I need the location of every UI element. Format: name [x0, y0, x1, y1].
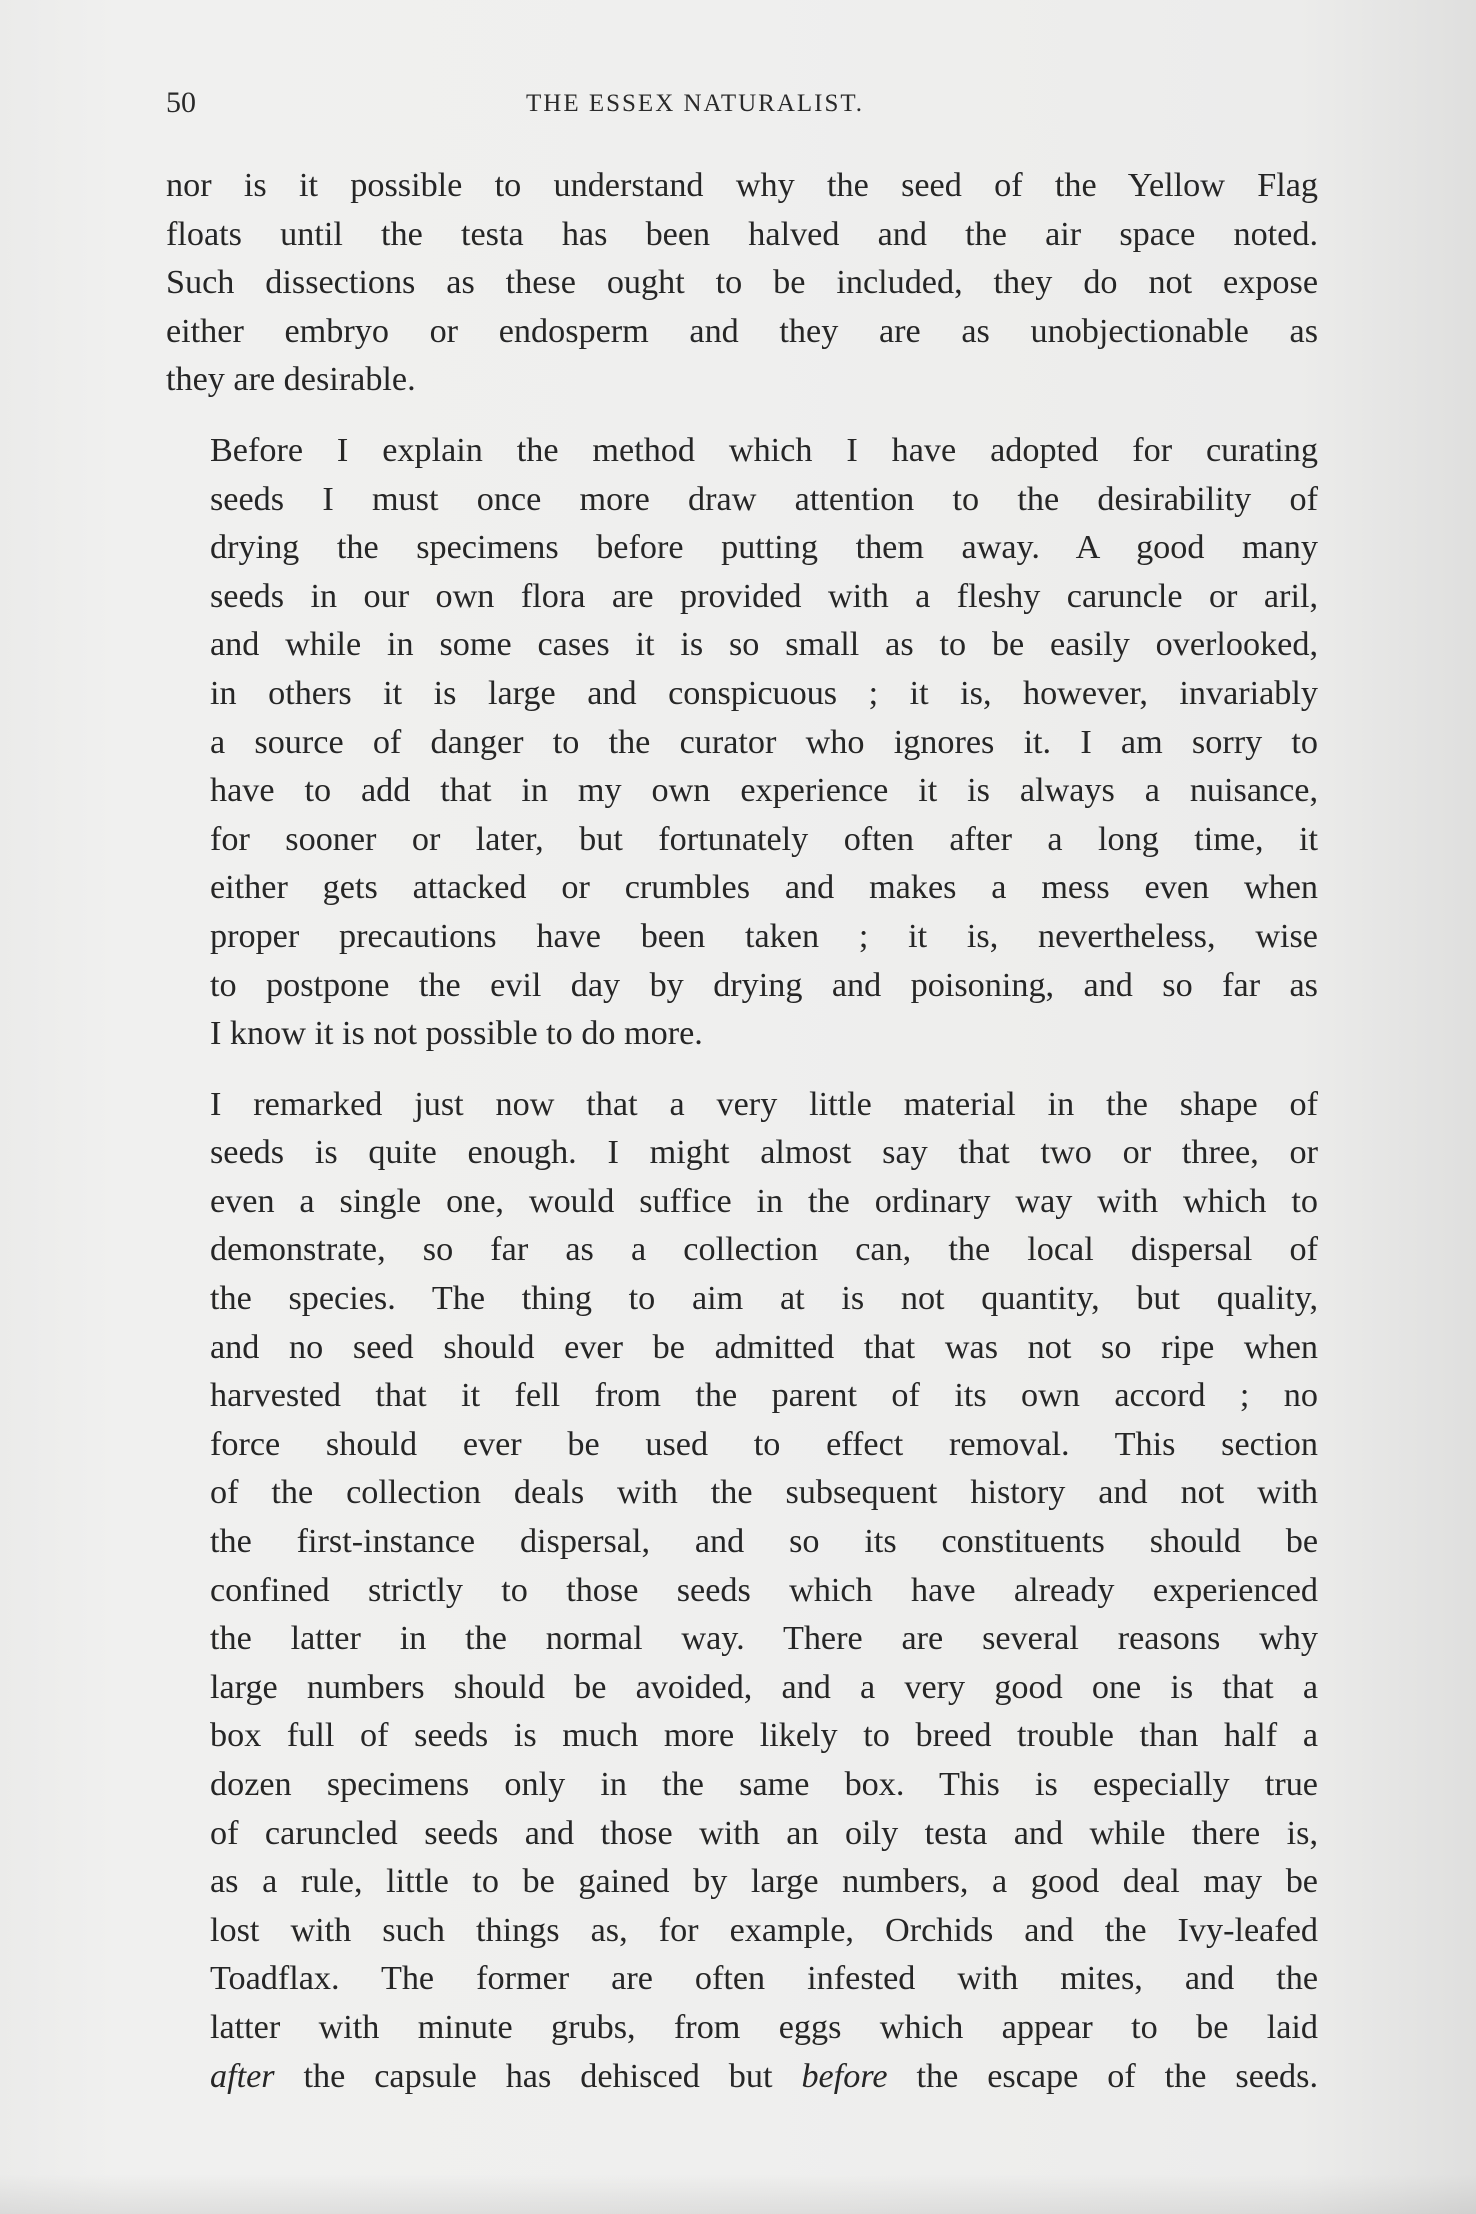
page-number: 50 [166, 86, 196, 119]
text-line: proper precautions have been taken ; it is, nevertheless, wise [210, 917, 1318, 955]
text-line: dozen specimens only in the same box. This is especially true [210, 1766, 1318, 1803]
text-line: lost with such things as, for example, Orchids and the Ivy-leafed [210, 1911, 1318, 1949]
text-line: I know it is not possible to do more. [210, 1015, 703, 1053]
text-line: Such dissections as these ought to be included, they do not expose [166, 264, 1318, 302]
paragraph-1 [166, 162, 1318, 405]
text-line: in others it is large and conspicuous ; it is, however, invariably [210, 674, 1318, 712]
text-run: the escape of the seeds. [887, 2057, 1318, 2095]
text-run: the capsule has dehisced but [274, 2057, 802, 2095]
text-line: the first-instance dispersal, and so its constituents should be [210, 1523, 1318, 1561]
text-line: of the collection deals with the subsequent history and not with [210, 1474, 1318, 1512]
text-line: to postpone the evil day by drying and poisoning, and so far as [210, 966, 1318, 1004]
text-line: harvested that it fell from the parent of its own accord ; no [210, 1377, 1318, 1415]
text-line: either gets attacked or crumbles and makes a mess even when [210, 869, 1318, 907]
text-line: the latter in the normal way. There are several reasons why [210, 1620, 1318, 1658]
text-line: seeds I must once more draw attention to the desirability of [210, 480, 1318, 518]
body-text [166, 162, 1318, 2101]
text-line: a source of danger to the curator who ignores it. I am sorry to [210, 723, 1318, 761]
text-line: I remarked just now that a very little material in the shape of [210, 1085, 1318, 1123]
text-line: drying the specimens before putting them away. A good many [210, 529, 1318, 567]
paragraph-3 [166, 1081, 1318, 2101]
text-line: of caruncled seeds and those with an oily testa and while there is, [210, 1814, 1318, 1852]
text-line: the species. The thing to aim at is not quantity, but quality, [210, 1280, 1318, 1318]
text-line: confined strictly to those seeds which have already experienced [210, 1571, 1318, 1609]
text-line: box full of seeds is much more likely to breed trouble than half a [210, 1717, 1318, 1755]
text-line: large numbers should be avoided, and a very good one is that a [210, 1668, 1318, 1706]
running-title: THE ESSEX NATURALIST. [526, 90, 865, 117]
text-line: they are desirable. [166, 361, 416, 399]
text-line: floats until the testa has been halved and the air space noted. [166, 215, 1318, 253]
text-line: latter with minute grubs, from eggs which appear to be laid [210, 2008, 1318, 2046]
text-line: even a single one, would suffice in the ordinary way with which to [210, 1182, 1318, 1220]
text-line: nor is it possible to understand why the seed of the Yellow Flag [166, 167, 1318, 204]
text-line: demonstrate, so far as a collection can, the local dispersal of [210, 1231, 1318, 1269]
text-line: force should ever be used to effect removal. This section [210, 1425, 1318, 1463]
text-line: as a rule, little to be gained by large numbers, a good deal may be [210, 1863, 1318, 1901]
italic-word: before [801, 2057, 888, 2095]
text-line: either embryo or endosperm and they are as unobjectionable as [166, 312, 1318, 350]
text-line: have to add that in my own experience it is always a nuisance, [210, 772, 1318, 810]
text-line: for sooner or later, but fortunately often after a long time, it [210, 820, 1318, 858]
text-line: and while in some cases it is so small as to be easily overlooked, [210, 626, 1318, 664]
text-line [210, 2053, 1318, 2102]
paragraph-2 [166, 427, 1318, 1059]
text-line: Toadflax. The former are often infested with mites, and the [210, 1960, 1318, 1998]
text-line: and no seed should ever be admitted that was not so ripe when [210, 1328, 1318, 1366]
text-line: seeds in our own flora are provided with a fleshy caruncle or aril, [210, 577, 1318, 615]
italic-word: after [210, 2057, 275, 2095]
page-header [166, 86, 1316, 126]
text-line: Before I explain the method which I have adopted for curating [210, 431, 1318, 469]
text-line: seeds is quite enough. I might almost say that two or three, or [210, 1134, 1318, 1172]
